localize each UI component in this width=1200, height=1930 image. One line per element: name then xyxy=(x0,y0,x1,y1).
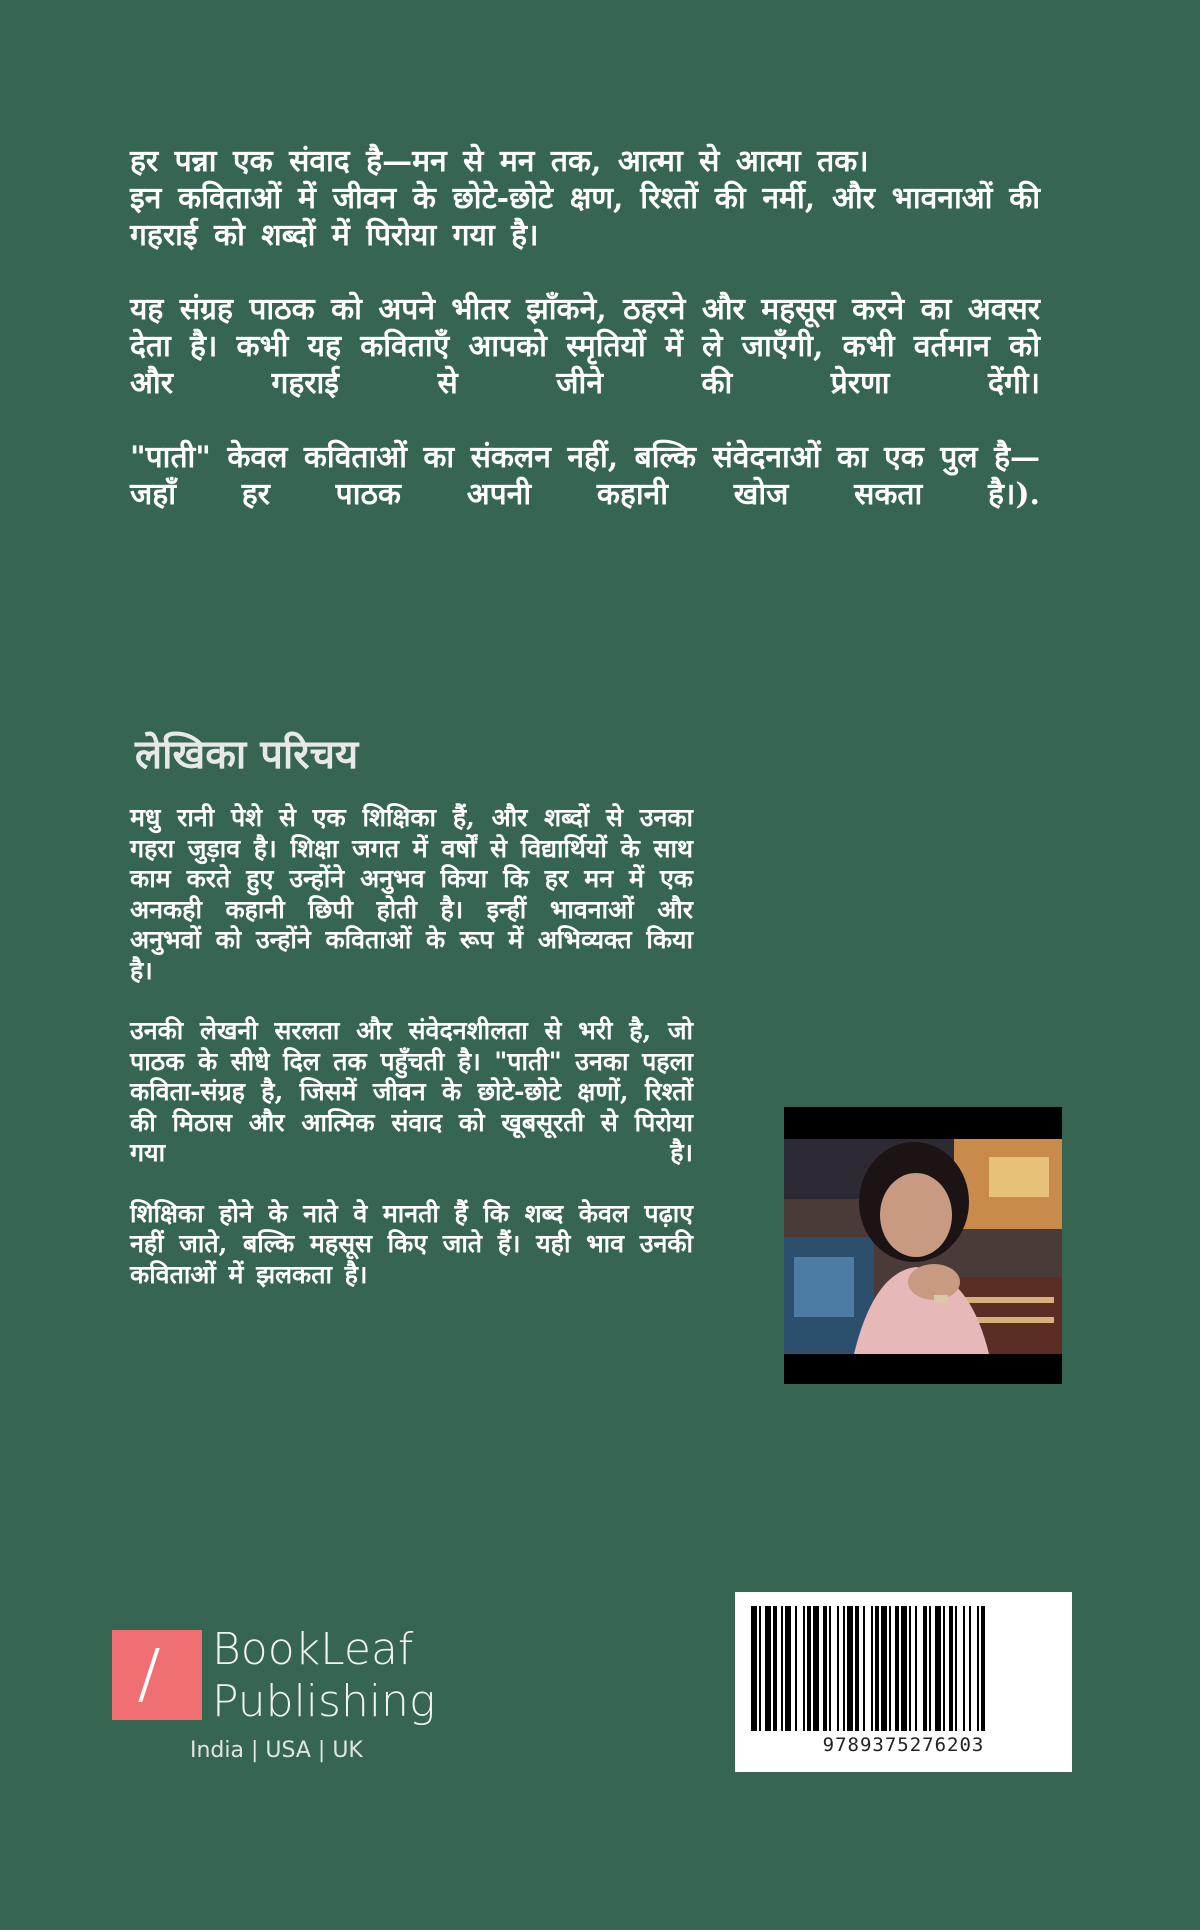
barcode-bar xyxy=(935,1606,941,1731)
author-photo xyxy=(784,1107,1062,1384)
publisher-name-line1: BookLeaf xyxy=(212,1624,414,1675)
publisher-regions: India | USA | UK xyxy=(190,1738,363,1763)
blurb-paragraph: "पाती" केवल कविताओं का संकलन नहीं, बल्कि संवेदनाओं का एक पुल है—जहाँ हर पाठक अपनी कहानी खोज सकता है।). xyxy=(130,440,1041,512)
barcode-bar xyxy=(823,1606,827,1731)
barcode-bar xyxy=(901,1606,907,1731)
barcode-bar xyxy=(813,1606,819,1731)
blurb-paragraph: इन कविताओं में जीवन के छोटे-छोटे क्षण, रिश्तों की नर्मी, और भावनाओं की गहराई को शब्दों में पिरोया गया है। xyxy=(130,181,1040,253)
barcode-bar xyxy=(863,1606,865,1731)
back-cover-blurb xyxy=(130,143,1040,550)
isbn-number: 9789375276203 xyxy=(822,1734,985,1756)
bio-paragraph: मधु रानी पेशे से एक शिक्षिका हैं, और शब्दों से उनका गहरा जुड़ाव है। शिक्षा जगत में वर्षों से विद्यार्थियों के साथ काम करते हुए उन्होंने अनुभव किया कि हर मन में एक अनकही कहानी छिपी होती है। इन्हीं भावनाओं और अनुभवों को उन्होंने कविताओं के रूप में अभिव्यक्त किया है। xyxy=(130,803,693,985)
author-bio xyxy=(130,803,693,1320)
author-section-title: लेखिका परिचय xyxy=(135,732,359,778)
barcode-bar xyxy=(855,1606,859,1731)
barcode-bar xyxy=(875,1606,879,1731)
barcode-bar xyxy=(843,1606,845,1731)
barcode-bar xyxy=(773,1606,777,1731)
barcode-bars xyxy=(751,1606,1056,1731)
barcode-bar xyxy=(969,1606,971,1731)
barcode-bar xyxy=(751,1606,757,1731)
barcode-bar xyxy=(923,1606,927,1731)
barcode-bar xyxy=(803,1606,805,1731)
barcode-bar xyxy=(781,1606,783,1731)
publisher-name xyxy=(212,1624,435,1728)
barcode-bar xyxy=(847,1606,853,1731)
publisher-name-line2: Publishing xyxy=(212,1676,436,1727)
barcode-bar xyxy=(889,1606,891,1731)
blurb-paragraph: हर पन्ना एक संवाद है—मन से मन तक, आत्मा से आत्मा तक। xyxy=(130,144,869,179)
barcode-bar xyxy=(963,1606,965,1731)
barcode-bar xyxy=(915,1606,917,1731)
barcode-bar xyxy=(981,1606,985,1731)
slash-icon xyxy=(138,1648,160,1702)
barcode-bar xyxy=(943,1606,945,1731)
barcode-bar xyxy=(765,1606,771,1731)
publisher-logo-mark xyxy=(112,1630,202,1720)
blurb-paragraph: यह संग्रह पाठक को अपने भीतर झाँकने, ठहरने और महसूस करने का अवसर देता है। कभी यह कविताएँ आपको स्मृतियों में ले जाएँगी, कभी वर्तमान को और गहराई से जीने की प्रेरणा देंगी। xyxy=(130,292,1040,401)
isbn-barcode xyxy=(735,1592,1072,1772)
barcode-bar xyxy=(837,1606,839,1731)
barcode-bar xyxy=(929,1606,931,1731)
bio-paragraph: शिक्षिका होने के नाते वे मानती हैं कि शब्द केवल पढ़ाए नहीं जाते, बल्कि महसूस किए जाते हैं। यही भाव उनकी कविताओं में झलकता है। xyxy=(130,1198,693,1289)
barcode-bar xyxy=(895,1606,899,1731)
barcode-bar xyxy=(829,1606,831,1731)
barcode-bar xyxy=(795,1606,797,1731)
barcode-bar xyxy=(871,1606,873,1731)
barcode-bar xyxy=(759,1606,761,1731)
barcode-bar xyxy=(807,1606,811,1731)
barcode-bar xyxy=(955,1606,957,1731)
barcode-bar xyxy=(909,1606,911,1731)
barcode-bar xyxy=(977,1606,979,1731)
barcode-bar xyxy=(785,1606,791,1731)
barcode-bar xyxy=(881,1606,887,1731)
author-photo-image xyxy=(784,1107,1062,1384)
bio-paragraph: उनकी लेखनी सरलता और संवेदनशीलता से भरी है, जो पाठक के सीधे दिल तक पहुँचती है। "पाती" उनका पहला कविता-संग्रह है, जिसमें जीवन के छोटे-छोटे क्षणों, रिश्तों की मिठास और आत्मिक संवाद को खूबसूरती से पिरोया गया है। xyxy=(130,1016,693,1167)
barcode-bar xyxy=(949,1606,953,1731)
